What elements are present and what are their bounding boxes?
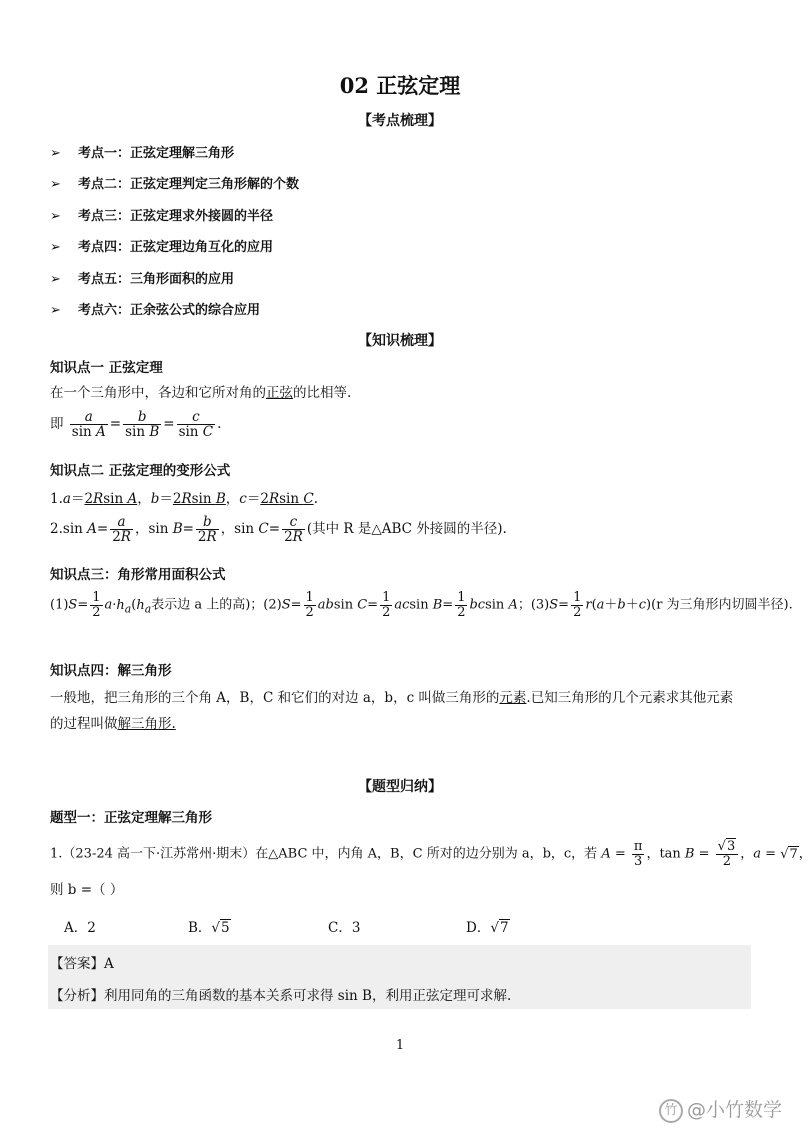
watermark-logo-icon: 竹 — [659, 1099, 683, 1123]
knowledge-1-heading: 知识点一 正弦定理 — [50, 360, 163, 376]
section-kaodian-heading: 【考点梳理】 — [358, 113, 442, 129]
option-c[interactable]: C．3 — [328, 920, 361, 936]
question-1-line2: 则 b =（ ） — [50, 882, 124, 898]
analysis-text: 【分析】利用同角的三角函数的基本关系可求得 sin B，利用正弦定理可求解. — [50, 988, 512, 1004]
page-title: 02 正弦定理 — [339, 73, 461, 98]
arrow-right-icon: ➢ — [50, 209, 61, 224]
sine-law-formula: 即 $\frac{a}{\text{sin A}}$ = $\frac{b}{\text{sin B}}$ = $\frac{c}{\text{sin C}}$ . — [50, 409, 222, 441]
knowledge-4-line2: 的过程叫做解三角形. — [50, 716, 176, 732]
kaodian-item: ➢ 考点六：正余弦公式的综合应用 — [50, 303, 261, 318]
question-type-1-heading: 题型一：正弦定理解三角形 — [50, 810, 212, 826]
arrow-right-icon: ➢ — [50, 240, 61, 255]
knowledge-4-heading: 知识点四：解三角形 — [50, 663, 172, 679]
watermark: 竹 @小竹数学 — [659, 1095, 782, 1123]
section-zhishi-heading: 【知识梳理】 — [358, 333, 442, 349]
kaodian-item: ➢ 考点二：正弦定理判定三角形解的个数 — [50, 177, 300, 192]
arrow-right-icon: ➢ — [50, 303, 61, 318]
page-number: 1 — [395, 1038, 405, 1053]
question-1-text: 1.（23-24 高一下·江苏常州·期末）在△ABC 中，内角 A，B，C 所对的边分别为 a，b，c，若 A = $\frac{\pi}{3}$ ，tan B = $\frac{√3}{2}$ ，a = √7， — [50, 839, 812, 869]
answer-label: 【答案】A — [50, 956, 114, 972]
knowledge-4-line1: 一般地，把三角形的三个角 A，B，C 和它们的对边 a，b，c 叫做三角形的元素.已知三角形的几个元素求其他元素 — [50, 690, 734, 706]
section-tixing-heading: 【题型归纳】 — [358, 779, 442, 795]
arrow-right-icon: ➢ — [50, 272, 61, 287]
variant-formula-1: 1.a＝2Rsin A，b＝2Rsin B，c＝2Rsin C. — [50, 491, 318, 507]
variant-formula-2: 2.sin A= $\frac{a}{2R}$ ，sin B= $\frac{b}{2R}$ ，sin C= $\frac{c}{2R}$ (其中 R 是△ABC 外接圆的半径). — [50, 514, 507, 546]
arrow-right-icon: ➢ — [50, 177, 61, 192]
kaodian-item: ➢ 考点五：三角形面积的应用 — [50, 272, 235, 287]
kaodian-item: ➢ 考点一：正弦定理解三角形 — [50, 146, 235, 161]
option-a[interactable]: A．2 — [64, 920, 96, 936]
option-b[interactable]: B．√5 — [188, 920, 230, 936]
kaodian-item: ➢ 考点三：正弦定理求外接圆的半径 — [50, 209, 274, 224]
kaodian-item: ➢ 考点四：正弦定理边角互化的应用 — [50, 240, 274, 255]
knowledge-3-heading: 知识点三：角形常用面积公式 — [50, 567, 226, 583]
knowledge-2-heading: 知识点二 正弦定理的变形公式 — [50, 463, 231, 479]
area-formulas: (1)S= $\frac{1}{2}$ $a\cdot h_a(h_a$表示边 a 上的高)；(2)S= $\frac{1}{2}$ absin C= $\frac{1}{2}$ acsin B= $\frac{1}{2}$ bcsin A；(3)S= $\frac{1}{2}$ r(a＋b＋c)(r 为三角形内切圆半径). — [50, 590, 793, 620]
knowledge-1-text: 在一个三角形中，各边和它所对角的正弦的比相等. — [50, 385, 352, 401]
arrow-right-icon: ➢ — [50, 146, 61, 161]
option-d[interactable]: D．√7 — [466, 920, 509, 936]
